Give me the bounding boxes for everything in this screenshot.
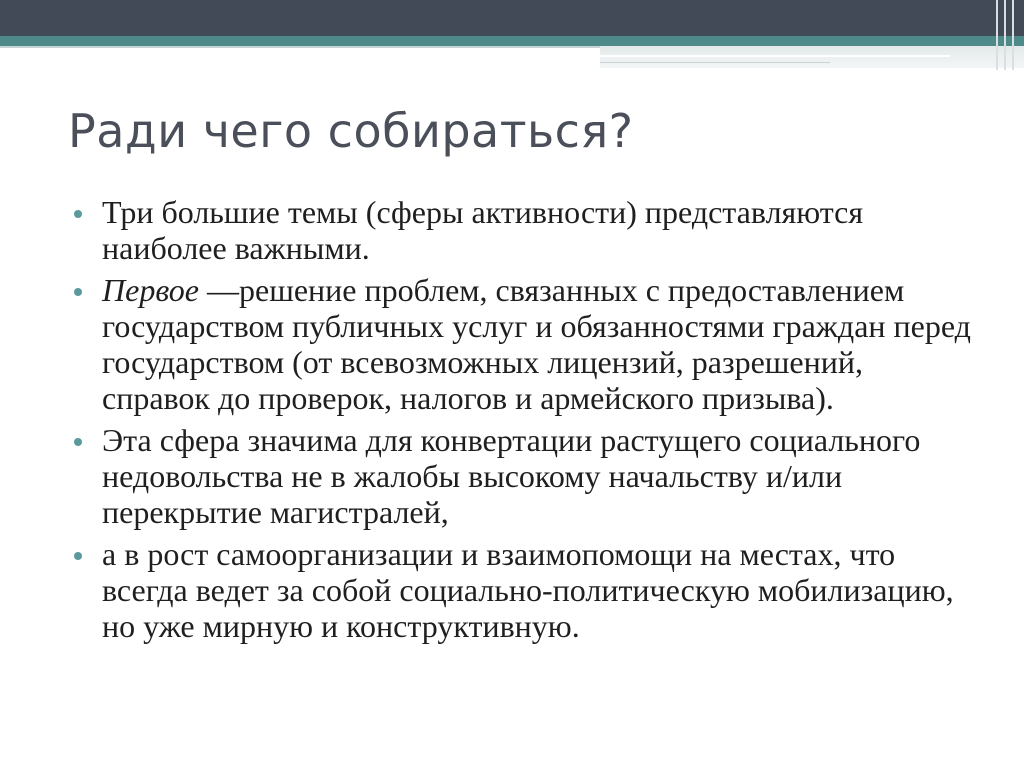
header-divider-line — [0, 46, 600, 48]
bullet-italic-lead: Первое — [102, 272, 207, 308]
list-item — [72, 536, 972, 644]
list-item — [72, 272, 972, 416]
bullet-text: Эта сфера значима для конвертации растущего социального недовольства не в жалобы высокому начальству и/или перекрытие магистралей, — [102, 422, 921, 530]
bullet-icon — [74, 552, 82, 560]
bullet-text: а в рост самоорганизации и взаимопомощи на местах, что всегда ведет за собой социально-политическую мобилизацию, но уже мирную и конструктивную. — [102, 536, 954, 644]
bullet-icon — [74, 210, 82, 218]
bullet-text: —решение проблем, связанных с предоставлением государством публичных услуг и обязанностями граждан перед государством (от всевозможных лицензий, разрешений, справок до проверок, налогов и армейского призыва). — [102, 272, 971, 416]
header-divider-line — [600, 55, 950, 57]
bullet-list — [72, 194, 972, 650]
bullet-icon — [74, 438, 82, 446]
bullet-icon — [74, 288, 82, 296]
header-light-band — [600, 46, 1024, 68]
list-item — [72, 194, 972, 266]
header-accent-stripe — [0, 36, 1024, 46]
slide-title: Ради чего собираться? — [68, 104, 634, 158]
header-divider-line — [600, 62, 830, 63]
header-band — [0, 0, 1024, 36]
bullet-text: Три большие темы (сферы активности) представляются наиболее важными. — [102, 194, 864, 266]
list-item — [72, 422, 972, 530]
corner-decoration — [990, 0, 1024, 70]
